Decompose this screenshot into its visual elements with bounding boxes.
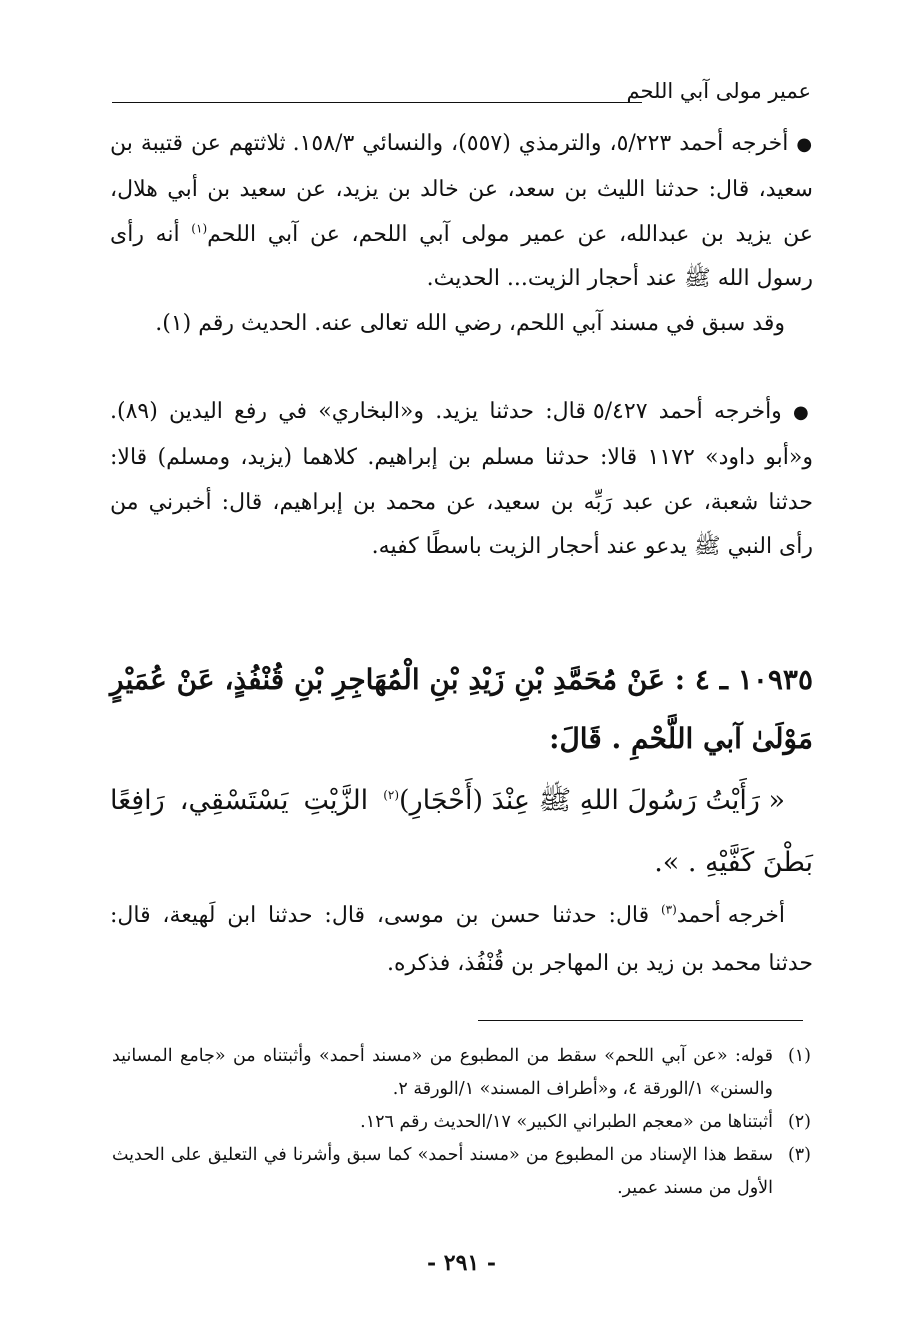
footnote-2	[112, 1106, 811, 1139]
footnote-text: قوله: «عن آبي اللحم» سقط من المطبوع من «مسند أحمد» وأثبتناه من «جامع المسانيد والسنن» ١/الورقة ٤، و«أطراف المسند» ١/الورقة ٢.	[112, 1046, 773, 1099]
footnote-3	[112, 1139, 811, 1205]
hadith-matn	[110, 770, 813, 894]
hadith-matn-start: « رَأَيْتُ رَسُولَ اللهِ ﷺ عِنْدَ (أَحْجَارِ)	[399, 785, 785, 816]
takhrij-text-1-end: أنه رأى رسول الله ﷺ عند أحجار الزيت... الحديث.	[110, 221, 813, 292]
footnote-number: (١)	[787, 1046, 811, 1066]
footnote-number: (٣)	[787, 1145, 811, 1165]
takhrij-paragraph-1	[110, 122, 813, 347]
footnote-text: أثبتناها من «معجم الطبراني الكبير» ١٧/الحديث رقم ١٢٦.	[360, 1112, 773, 1132]
running-header	[112, 78, 811, 108]
footnote-ref-2: (٢)	[383, 788, 400, 802]
page-number: - ٢٩١ -	[426, 1250, 497, 1276]
hadith-heading	[110, 650, 813, 768]
footnote-1	[112, 1040, 811, 1106]
bullet-icon: ●	[796, 134, 813, 155]
bullet-icon: ●	[793, 402, 813, 423]
footnote-ref-1: (١)	[191, 221, 208, 236]
takhrij-text-1: أخرجه أحمد ٥/٢٢٣، والترمذي (٥٥٧)، والنسائي ١٥٨/٣. ثلاثتهم عن قتيبة بن سعيد، قال: حدثنا الليث بن سعد، عن خالد بن يزيد، عن سعيد بن أبي هلال، عن يزيد بن عبدالله، عن عمير مولى آبي اللحم، عن آبي اللحم	[110, 131, 813, 247]
source-text-end: قال: حدثنا حسن بن موسى، قال: حدثنا ابن لَهيعة، قال: حدثنا محمد بن زيد بن المهاجر بن قُنْفُذ، فذكره.	[110, 903, 813, 976]
footnote-rule	[478, 1020, 803, 1021]
footnotes	[112, 1040, 811, 1205]
running-title: عمير مولى آبي اللحم	[626, 79, 811, 103]
footnote-ref-3: (٣)	[660, 902, 677, 917]
footnote-text: سقط هذا الإسناد من المطبوع من «مسند أحمد» كما سبق وأشرنا في التعليق على الحديث الأول من مسند عمير.	[112, 1145, 773, 1198]
hadith-number: ١٠٩٣٥ ـ ٤ :	[674, 663, 813, 696]
footnote-number: (٢)	[787, 1112, 811, 1132]
source-text-start: أخرجه أحمد	[676, 903, 785, 928]
takhrij-text-2: وأخرجه أحمد ٥/٤٢٧ قال: حدثنا يزيد. و«البخاري» في رفع اليدين (٨٩). و«أبو داود» ١١٧٢ قالا: حدثنا مسلم بن إبراهيم. كلاهما (يزيد، ومسلم) قالا: حدثنا شعبة، عن عبد رَبِّه بن سعيد، عن محمد بن إبراهيم، قال: أخبرني من رأى النبي ﷺ يدعو عند أحجار الزيت باسطًا كفيه.	[110, 399, 813, 560]
cross-reference-note: وقد سبق في مسند آبي اللحم، رضي الله تعالى عنه. الحديث رقم (١).	[155, 311, 785, 337]
hadith-isnad: عَنْ مُحَمَّدِ بْنِ زَيْدِ بْنِ الْمُهَاجِرِ بْنِ قُنْفُذٍ، عَنْ عُمَيْرٍ مَوْلَىٰ آبي اللَّحْمِ . قَالَ:	[110, 663, 813, 755]
header-rule	[112, 102, 642, 103]
takhrij-paragraph-3	[110, 892, 813, 988]
takhrij-paragraph-2	[110, 390, 813, 570]
hadith-matn-end: الزَّيْتِ يَسْتَسْقِي، رَافِعًا بَطْنَ كَفَّيْهِ . ».	[110, 785, 813, 878]
